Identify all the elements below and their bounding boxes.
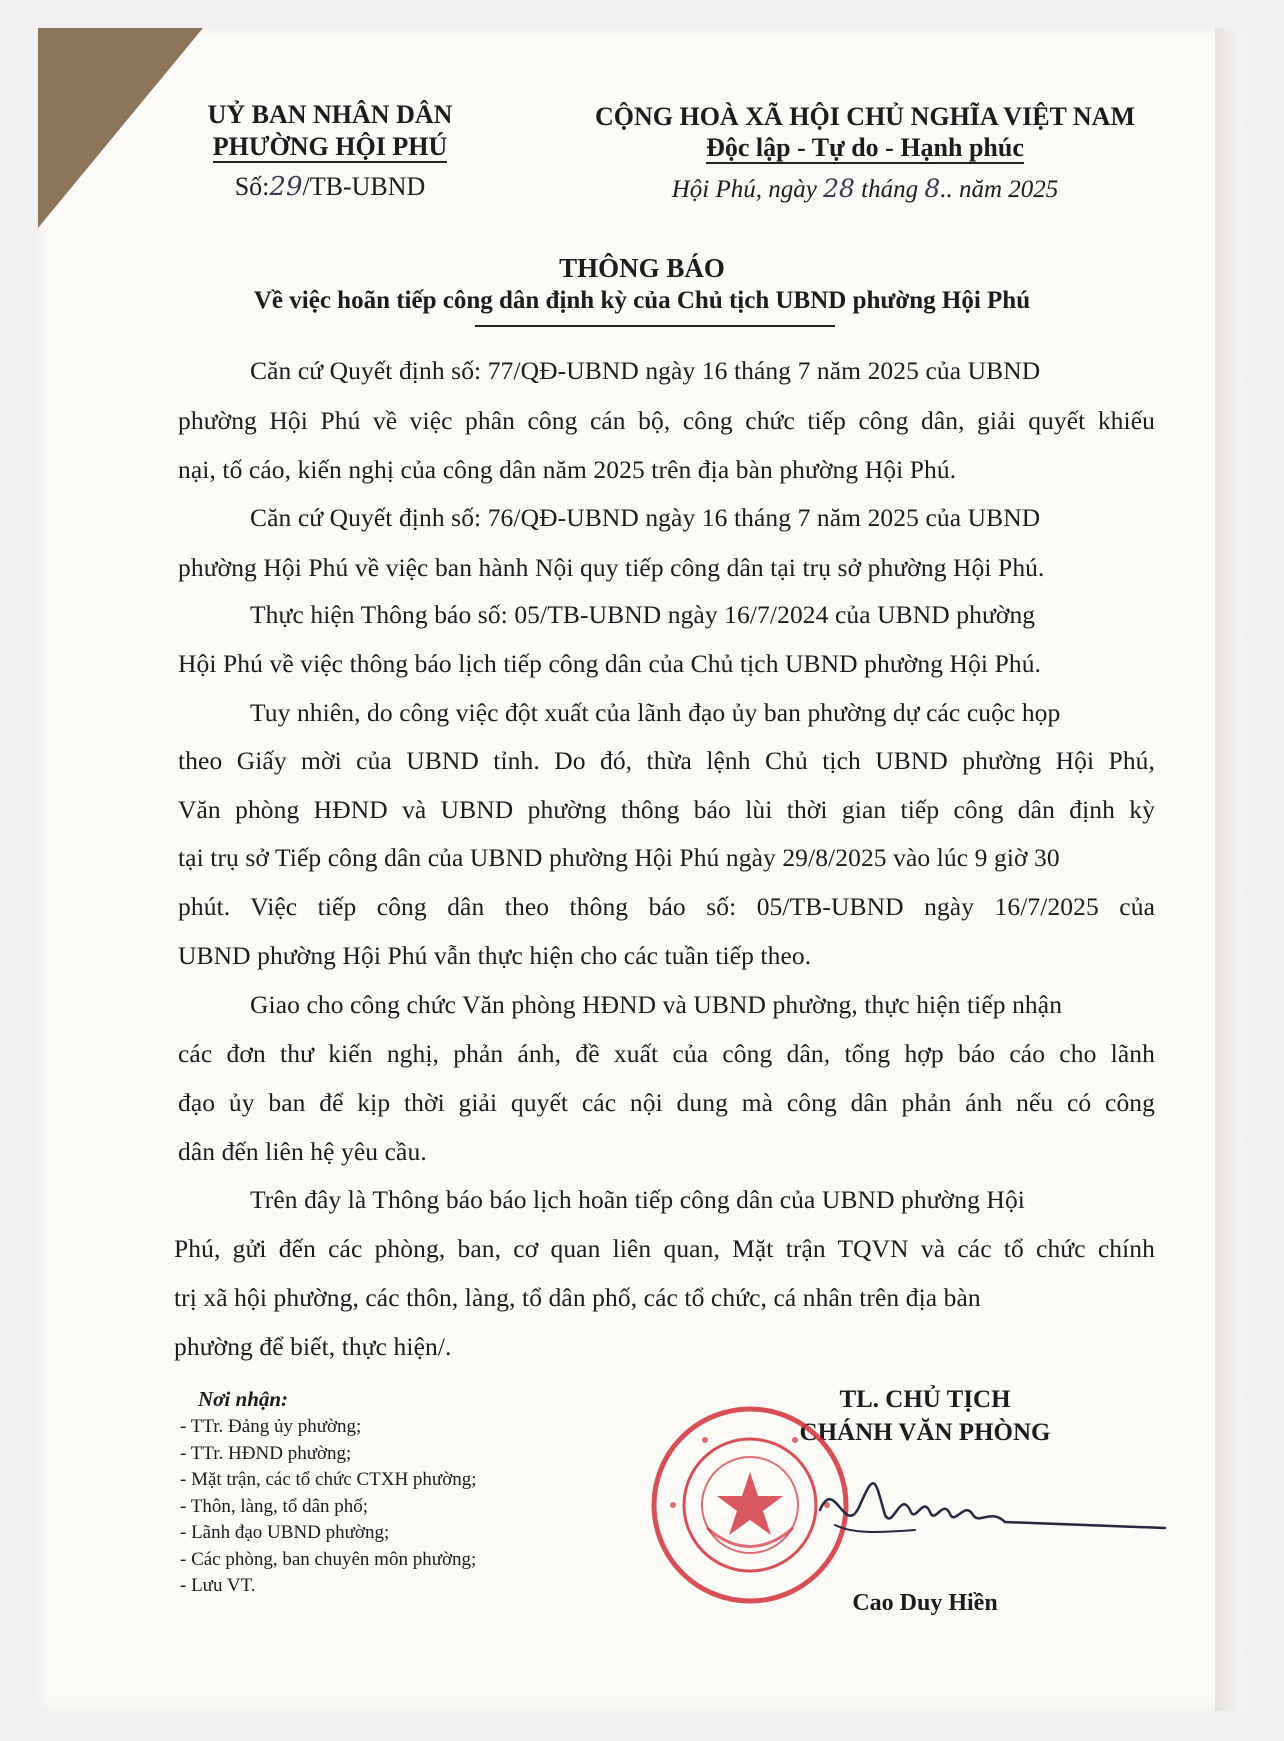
issue-date-prefix: Hội Phú, ngày <box>671 176 817 203</box>
notice-subtitle <box>0 287 1284 315</box>
document-number <box>160 172 500 202</box>
document-number-prefix: Số: <box>234 172 270 201</box>
document-number-suffix: /TB-UBND <box>302 172 426 201</box>
paragraph-4-line-3: Văn phòng HĐND và UBND phường thông báo lùi thời gian tiếp công dân định kỳ <box>178 795 1155 824</box>
paragraph-4-line-4: tại trụ sở Tiếp công dân của UBND phường Hội Phú ngày 29/8/2025 vào lúc 9 giờ 30 <box>178 843 1060 872</box>
recipients-list <box>180 1414 477 1600</box>
national-motto-text: Độc lập - Tự do - Hạnh phúc <box>706 133 1024 162</box>
recipient-item: - TTr. Đảng ủy phường; <box>180 1416 362 1437</box>
paragraph-6-line-4: phường để biết, thực hiện/. <box>174 1332 452 1361</box>
paragraph-6-line-3: trị xã hội phường, các thôn, làng, tổ dân phố, các tổ chức, cá nhân trên địa bàn <box>174 1283 981 1312</box>
agency-name-line1: UỶ BAN NHÂN DÂN <box>207 100 453 129</box>
subtitle-underline <box>475 325 835 327</box>
issue-date-day: 28 <box>823 174 855 203</box>
paragraph-6-line-1: Trên đây là Thông báo báo lịch hoãn tiếp công dân của UBND phường Hội <box>250 1185 1025 1214</box>
notice-title: THÔNG BÁO <box>559 253 725 283</box>
national-title: CỘNG HOÀ XÃ HỘI CHỦ NGHĨA VIỆT NAM <box>594 102 1136 131</box>
paragraph-4-line-5: phút. Việc tiếp công dân theo thông báo số: 05/TB-UBND ngày 16/7/2025 của <box>178 892 1155 921</box>
recipient-item: - Thôn, làng, tổ dân phố; <box>180 1495 369 1517</box>
paragraph-2-line-2: phường Hội Phú về việc ban hành Nội quy tiếp công dân tại trụ sở phường Hội Phú. <box>178 553 1045 582</box>
paragraph-4-line-2: theo Giấy mời của UBND tỉnh. Do đó, thừa lệnh Chủ tịch UBND phường Hội Phú, <box>178 746 1155 775</box>
notice-subtitle-text: Về việc hoãn tiếp công dân định kỳ của Chủ tịch UBND phường Hội Phú <box>253 287 1031 314</box>
issue-date-month: 8 <box>924 174 941 203</box>
recipient-item: - TTr. HĐND phường; <box>180 1442 352 1464</box>
issue-date: Hội Phú, ngày 28 tháng 8.. năm 2025 <box>671 174 1059 203</box>
recipient-item: - Lãnh đạo UBND phường; <box>180 1522 390 1543</box>
recipients-title: Nơi nhận: <box>198 1387 289 1411</box>
paragraph-5-line-3: đạo ủy ban để kịp thời giải quyết các nội dung mà công dân phản ánh nếu có công <box>178 1088 1155 1117</box>
paragraph-1-line-2: phường Hội Phú về việc phân công cán bộ, công chức tiếp công dân, giải quyết khiếu <box>178 406 1155 435</box>
paragraph-4-line-6: UBND phường Hội Phú vẫn thực hiện cho các tuần tiếp theo. <box>178 941 812 970</box>
paragraph-3-line-1: Thực hiện Thông báo số: 05/TB-UBND ngày 16/7/2024 của UBND phường <box>250 600 1036 629</box>
issue-date-suffix: năm 2025 <box>958 176 1059 203</box>
agency-name-line2-text: PHƯỜNG HỘI PHÚ <box>212 132 448 161</box>
paragraph-3-line-2: Hội Phú về việc thông báo lịch tiếp công dân của Chủ tịch UBND phường Hội Phú. <box>178 649 1042 678</box>
paragraph-5-line-2: các đơn thư kiến nghị, phản ánh, đề xuất của công dân, tổng hợp báo cáo cho lãnh <box>178 1039 1155 1068</box>
paragraph-1-line-3: nại, tố cáo, kiến nghị của công dân năm 2025 trên địa bàn phường Hội Phú. <box>178 455 957 484</box>
paragraph-2-line-1: Căn cứ Quyết định số: 76/QĐ-UBND ngày 16 tháng 7 năm 2025 của UBND <box>250 503 1041 532</box>
paragraph-4-line-1: Tuy nhiên, do công việc đột xuất của lãnh đạo ủy ban phường dự các cuộc họp <box>250 698 1061 727</box>
document-number-handwritten: 29 <box>269 172 303 202</box>
paragraph-5-line-4: dân đến liên hệ yêu cầu. <box>178 1137 427 1166</box>
national-motto <box>575 133 1155 163</box>
recipient-item: - Lưu VT. <box>180 1575 256 1596</box>
recipient-item: - Các phòng, ban chuyên môn phường; <box>180 1548 477 1570</box>
paragraph-1-line-1: Căn cứ Quyết định số: 77/QĐ-UBND ngày 16 tháng 7 năm 2025 của UBND <box>250 356 1041 385</box>
signer-name: Cao Duy Hiền <box>852 1590 998 1616</box>
handwritten-signature-icon <box>815 1470 1175 1550</box>
agency-name-line2 <box>160 132 500 162</box>
paragraph-6-line-2: Phú, gửi đến các phòng, ban, cơ quan liên quan, Mặt trận TQVN và các tổ chức chính <box>174 1234 1155 1263</box>
signature-authority: TL. CHỦ TỊCH <box>839 1386 1011 1413</box>
issue-date-mid: tháng <box>861 176 919 203</box>
recipient-item: - Mặt trận, các tổ chức CTXH phường; <box>180 1469 477 1490</box>
signature-position: CHÁNH VĂN PHÒNG <box>799 1419 1051 1446</box>
paragraph-5-line-1: Giao cho công chức Văn phòng HĐND và UBND phường, thực hiện tiếp nhận <box>250 990 1063 1019</box>
